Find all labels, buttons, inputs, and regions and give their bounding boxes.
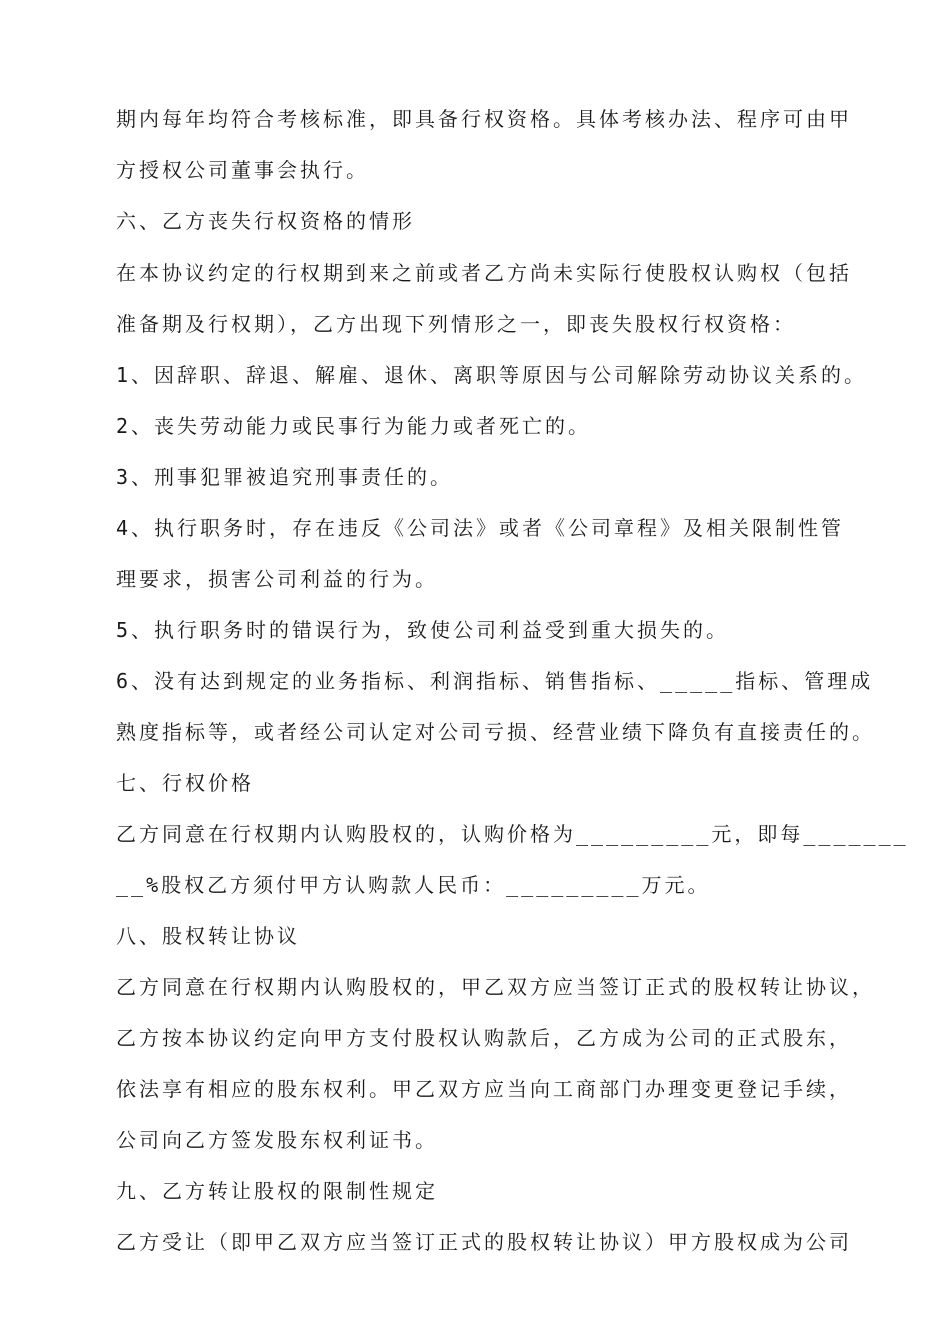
list-item: 2、丧失劳动能力或民事行为能力或者死亡的。 — [116, 414, 592, 438]
list-item: 4、执行职务时，存在违反《公司法》或者《公司章程》及相关限制性管 — [116, 516, 845, 540]
paragraph-line: 准备期及行权期），乙方出现下列情形之一，即丧失股权行权资格： — [116, 312, 796, 336]
list-item: 6、没有达到规定的业务指标、利润指标、销售指标、_____指标、管理成 — [116, 669, 874, 693]
paragraph-line: 在本协议约定的行权期到来之前或者乙方尚未实际行使股权认购权（包括 — [116, 261, 852, 285]
section-heading: 八、股权转让协议 — [116, 924, 300, 948]
list-item: 熟度指标等，或者经公司认定对公司亏损、经营业绩下降负有直接责任的。 — [116, 720, 875, 744]
paragraph-line: 乙方同意在行权期内认购股权的，认购价格为_________元，即每_______ — [116, 822, 909, 846]
section-heading: 六、乙方丧失行权资格的情形 — [116, 209, 415, 233]
paragraph-line: __%股权乙方须付甲方认购款人民币：_________万元。 — [116, 873, 711, 897]
list-item: 1、因辞职、辞退、解雇、退休、离职等原因与公司解除劳动协议关系的。 — [116, 363, 868, 387]
paragraph-line: 依法享有相应的股东权利。甲乙双方应当向工商部门办理变更登记手续， — [116, 1077, 852, 1101]
paragraph-line: 公司向乙方签发股东权利证书。 — [116, 1128, 438, 1152]
list-item: 3、刑事犯罪被追究刑事责任的。 — [116, 465, 454, 489]
paragraph-line: 乙方受让（即甲乙双方应当签订正式的股权转让协议）甲方股权成为公司 — [116, 1230, 852, 1254]
paragraph-line: 方授权公司董事会执行。 — [116, 158, 369, 182]
list-item: 5、执行职务时的错误行为，致使公司利益受到重大损失的。 — [116, 618, 730, 642]
paragraph-line: 乙方按本协议约定向甲方支付股权认购款后，乙方成为公司的正式股东， — [116, 1026, 852, 1050]
list-item: 理要求，损害公司利益的行为。 — [116, 567, 438, 591]
section-heading: 九、乙方转让股权的限制性规定 — [116, 1179, 438, 1203]
paragraph-line: 期内每年均符合考核标准，即具备行权资格。具体考核办法、程序可由甲 — [116, 107, 852, 131]
paragraph-line: 乙方同意在行权期内认购股权的，甲乙双方应当签订正式的股权转让协议， — [116, 975, 875, 999]
section-heading: 七、行权价格 — [116, 771, 254, 795]
